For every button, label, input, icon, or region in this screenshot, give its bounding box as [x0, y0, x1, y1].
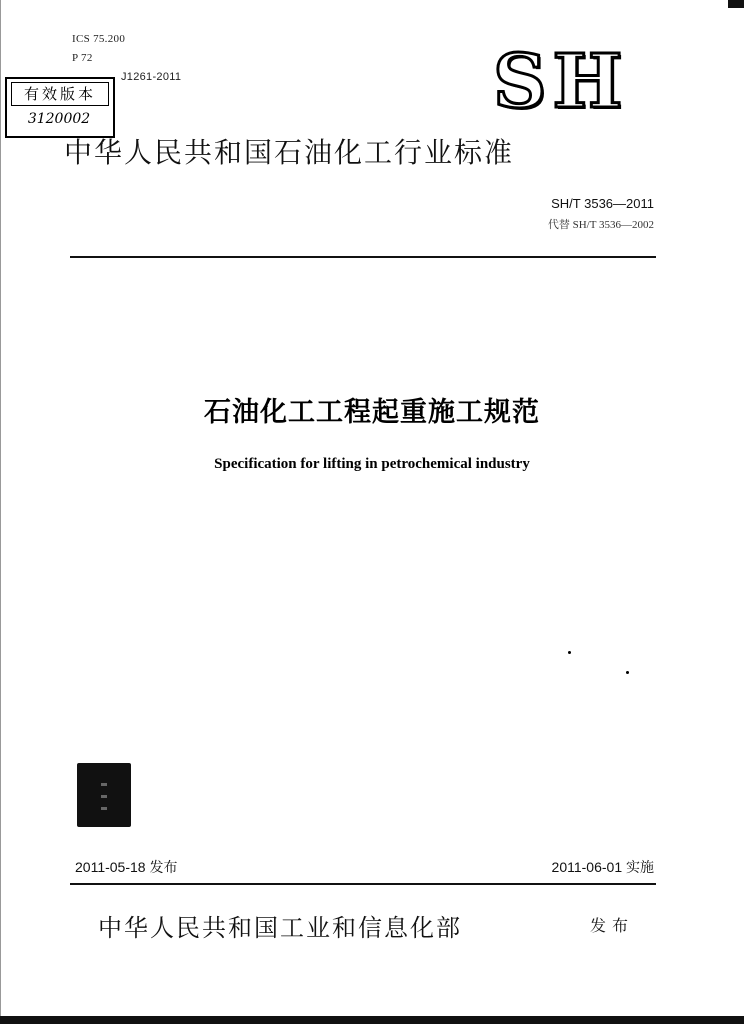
scan-edge-bottom — [0, 1016, 744, 1024]
scan-edge-left — [0, 0, 1, 1024]
replaces-code: 代替 SH/T 3536—2002 — [547, 219, 654, 231]
bottom-divider — [70, 883, 656, 885]
speck — [626, 671, 629, 674]
standard-code: SH/T 3536—2011 — [551, 196, 654, 211]
document-title-en: Specification for lifting in petrochemical industry — [214, 456, 530, 472]
org-title: 中华人民共和国石油化工行业标准 — [64, 136, 515, 169]
stamp-handwritten-number: 3120002 — [27, 111, 91, 127]
scan-mark-block — [77, 763, 131, 827]
document-title-cn: 石油化工工程起重施工规范 — [204, 397, 540, 428]
issuing-label: 发布 — [590, 916, 635, 935]
ics-code: ICS 75.200 — [72, 33, 126, 45]
issue-date: 2011-05-18 发布 — [75, 859, 178, 875]
implementation-date: 2011-06-01 实施 — [551, 859, 654, 875]
scan-mark — [101, 795, 107, 798]
scan-mark — [101, 807, 107, 810]
scan-mark — [101, 783, 107, 786]
speck — [568, 651, 571, 654]
scan-edge-top — [728, 0, 744, 8]
stamp-label: 有效版本 — [11, 82, 109, 106]
sh-logo: SH — [493, 39, 629, 125]
issuing-ministry: 中华人民共和国工业和信息化部 — [98, 914, 462, 942]
validity-stamp — [5, 77, 115, 138]
top-divider — [70, 256, 656, 258]
p-code: P 72 — [72, 52, 93, 64]
record-number: J1261-2011 — [121, 71, 182, 83]
